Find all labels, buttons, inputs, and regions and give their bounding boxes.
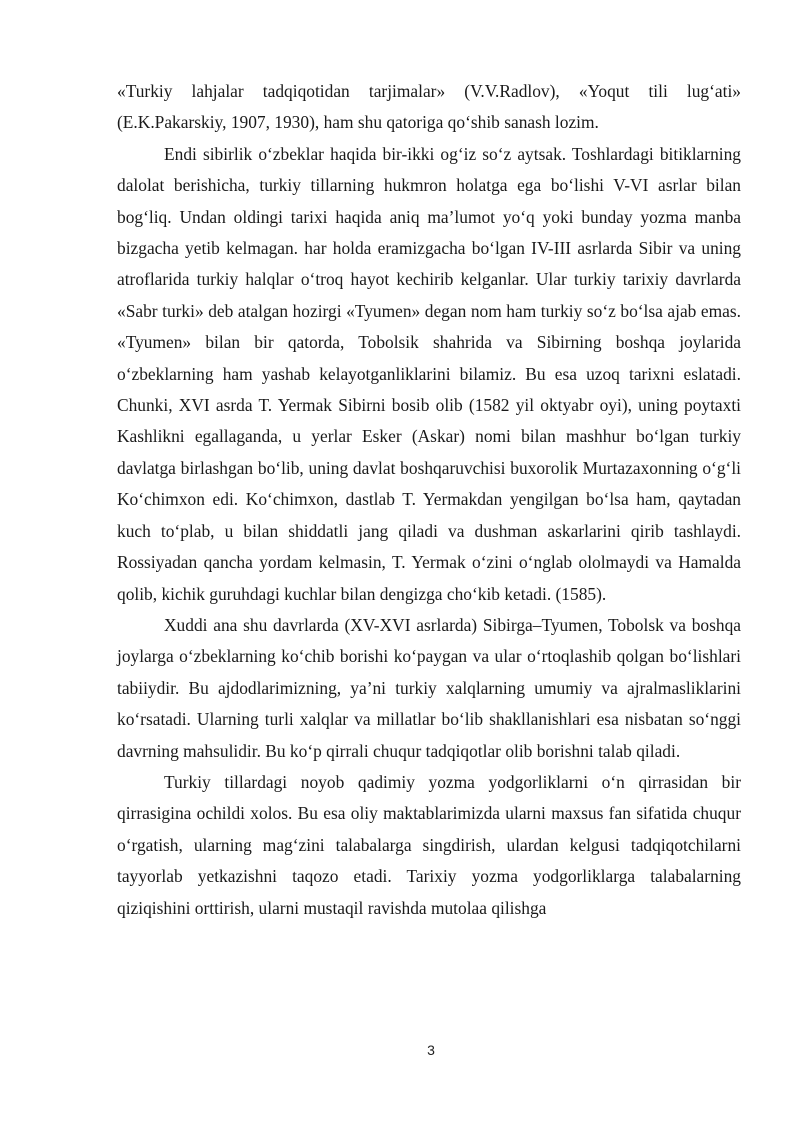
page-number: 3	[427, 1042, 435, 1058]
paragraph-3: Xuddi ana shu davrlarda (XV-XVI asrlarda) Sibirga–Tyumen, Tobolsk va boshqa joylarga o‘zbeklarning ko‘chib borishi ko‘paygan va ular o‘rtoqlashib qolgan bo‘lishlari tabiiydir. Bu ajdodlarimizning, ya’ni turkiy xalqlarning umumiy va ajralmasliklarini ko‘rsatadi. Ularning turli xalqlar va millatlar bo‘lib shakllanishlari esa nisbatan so‘nggi davrning mahsulidir. Bu ko‘p qirrali chuqur tadqiqotlar olib borishni talab qiladi.	[117, 614, 741, 761]
body-text	[117, 76, 741, 924]
paragraph-4: Turkiy tillardagi noyob qadimiy yozma yodgorliklarni o‘n qirrasidan bir qirrasigina ochildi xolos. Bu esa oliy maktablarimizda ularni maxsus fan sifatida chuqur o‘rgatish, ularning mag‘zini talabalarga singdirish, ulardan kelgusi tadqiqotchilarni tayyorlab yetkazishni taqozo etadi. Tarixiy yozma yodgorliklarga talabalarning qiziqishini orttirish, ularni mustaqil ravishda mutolaa qilishga	[117, 771, 741, 918]
paragraph-2: Endi sibirlik o‘zbeklar haqida bir-ikki og‘iz so‘z aytsak. Toshlardagi bitiklarning dalolat berishicha, turkiy tillarning hukmron holatga ega bo‘lishi V-VI asrlar bilan bog‘liq. Undan oldingi tarixi haqida aniq ma’lumot yo‘q yoki bunday yozma manba bizgacha yetib kelmagan. har holda eramizgacha bo‘lgan IV-III asrlarda Sibir va uning atroflarida turkiy halqlar o‘troq hayot kechirib kelganlar. Ular turkiy tarixiy davrlarda «Sabr turki» deb atalgan hozirgi «Tyumen» degan nom ham turkiy so‘z bo‘lsa ajab emas. «Tyumen» bilan bir qatorda, Tobolsik shahrida va Sibirning boshqa joylarida o‘zbeklarning ham yashab kelayotganliklarini bilamiz. Bu esa uzoq tarixni eslatadi. Chunki, XVI asrda T. Yermak Sibirni bosib olib (1582 yil oktyabr oyi), uning poytaxti Kashlikni egallaganda, u yerlar Esker (Askar) nomi bilan mashhur bo‘lgan turkiy davlatga birlashgan bo‘lib, uning davlat boshqaruvchisi buxorolik Murtazaxonning o‘g‘li Ko‘chimxon edi. Ko‘chimxon, dastlab T. Yermakdan yengilgan bo‘lsa ham, qaytadan kuch to‘plab, u bilan shiddatli jang qiladi va dushman askarlarini qirib tashlaydi. Rossiyadan qancha yordam kelmasin, T. Yermak o‘zini o‘nglab ololmaydi va Hamalda qolib, kichik guruhdagi kuchlar bilan dengizga cho‘kib ketadi. (1585).	[117, 143, 741, 604]
paragraph-1: «Turkiy lahjalar tadqiqotidan tarjimalar» (V.V.Radlov), «Yoqut tili lug‘ati» (E.K.Pakarskiy, 1907, 1930), ham shu qatoriga qo‘shib sanash lozim.	[117, 81, 741, 133]
